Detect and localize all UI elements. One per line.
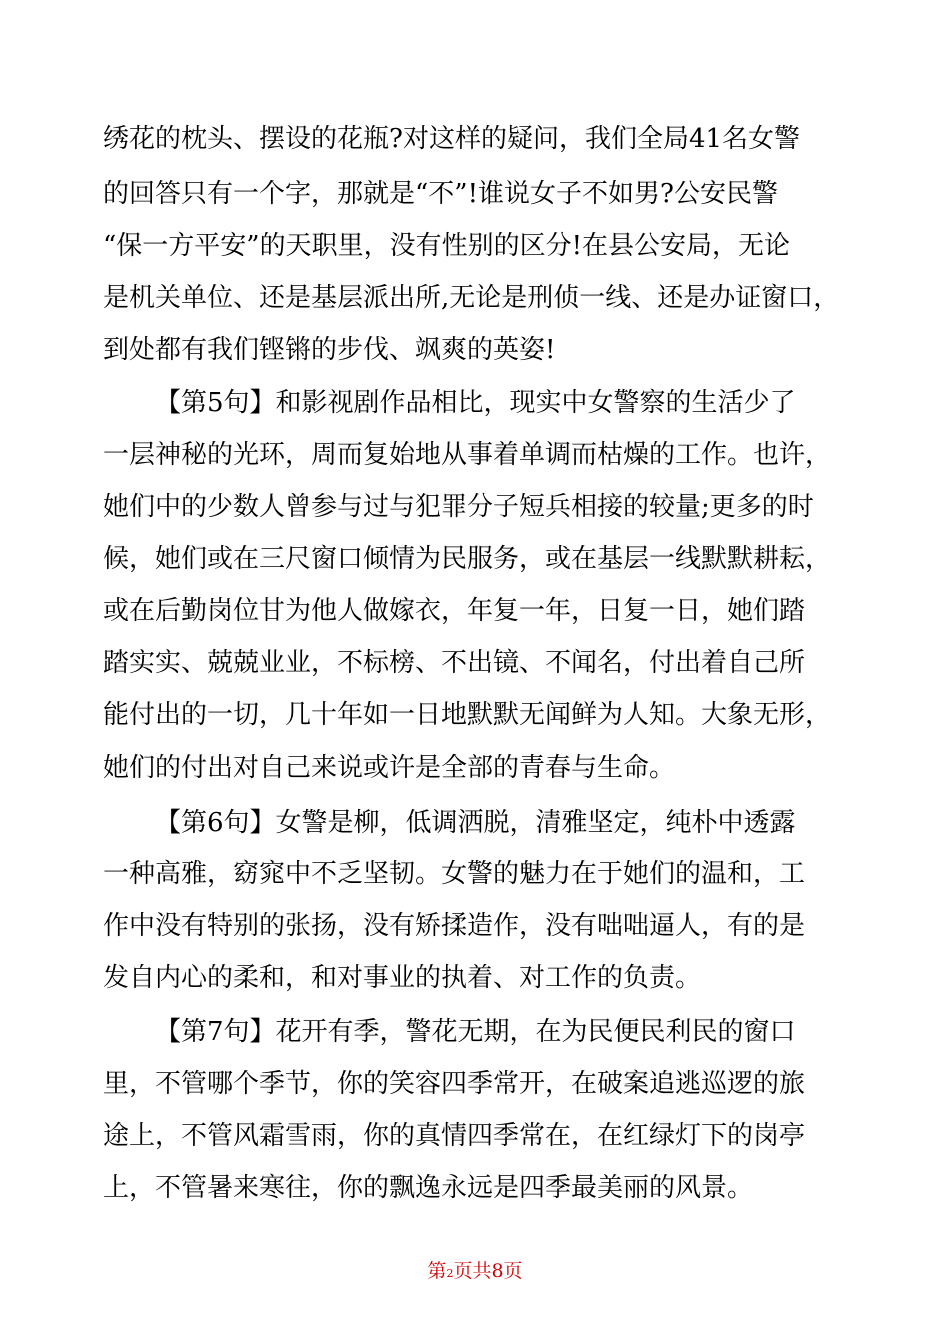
- footer-total-pages: 8: [491, 1260, 504, 1282]
- paragraph-2-line-4: 候，她们或在三尺窗口倾情为民服务，或在基层一线默默耕耘，: [103, 544, 832, 574]
- paragraph-1-line-1: 绣花的枕头、摆设的花瓶?对这样的疑问，我们全局41名女警: [103, 124, 801, 154]
- page-footer: [0, 1262, 950, 1281]
- paragraph-2-line-2: 一层神秘的光环，周而复始地从事着单调而枯燥的工作。也许，: [103, 440, 832, 470]
- footer-current-page: 2: [446, 1267, 454, 1280]
- paragraph-3-line-4: 发自内心的柔和，和对事业的执着、对工作的负责。: [103, 963, 702, 993]
- paragraph-4-line-1: 【第7句】花开有季，警花无期，在为民便民利民的窗口: [155, 1017, 796, 1047]
- paragraph-1-line-3: “保一方平安”的天职里，没有性别的区分!在县公安局，无论: [103, 231, 791, 261]
- paragraph-3-line-2: 一种高雅，窈窕中不乏坚韧。女警的魅力在于她们的温和，工: [103, 859, 806, 889]
- paragraph-3-line-1: 【第6句】女警是柳，低调洒脱，清雅坚定，纯朴中透露: [155, 808, 796, 838]
- paragraph-2-line-5: 或在后勤岗位甘为他人做嫁衣，年复一年，日复一日，她们踏: [103, 596, 806, 626]
- footer-prefix: 第: [427, 1260, 447, 1282]
- paragraph-2-line-3: 她们中的少数人曾参与过与犯罪分子短兵相接的较量;更多的时: [103, 492, 814, 522]
- paragraph-1-line-4: 是机关单位、还是基层派出所,无论是刑侦一线、还是办证窗口，: [103, 283, 840, 313]
- paragraph-2-line-1: 【第5句】和影视剧作品相比，现实中女警察的生活少了: [155, 388, 796, 418]
- footer-middle: 页共: [453, 1260, 492, 1282]
- paragraph-1-line-5: 到处都有我们铿锵的步伐、飒爽的英姿!: [103, 335, 556, 365]
- paragraph-2-line-6: 踏实实、兢兢业业，不标榜、不出镜、不闻名，付出着自己所: [103, 648, 806, 678]
- footer-suffix: 页: [503, 1260, 523, 1282]
- paragraph-2-line-8: 她们的付出对自己来说或许是全部的青春与生命。: [103, 753, 676, 783]
- paragraph-1-line-2: 的回答只有一个字，那就是“不”!谁说女子不如男?公安民警: [103, 179, 778, 209]
- paragraph-2-line-7: 能付出的一切，几十年如一日地默默无闻鲜为人知。大象无形，: [103, 700, 832, 730]
- paragraph-4-line-2: 里，不管哪个季节，你的笑容四季常开，在破案追逃巡逻的旅: [103, 1069, 806, 1099]
- paragraph-3-line-3: 作中没有特别的张扬，没有矫揉造作，没有咄咄逼人，有的是: [103, 911, 806, 941]
- paragraph-4-line-4: 上，不管暑来寒往，你的飘逸永远是四季最美丽的风景。: [103, 1173, 754, 1203]
- paragraph-4-line-3: 途上，不管风霜雪雨，你的真情四季常在，在红绿灯下的岗亭: [103, 1121, 806, 1151]
